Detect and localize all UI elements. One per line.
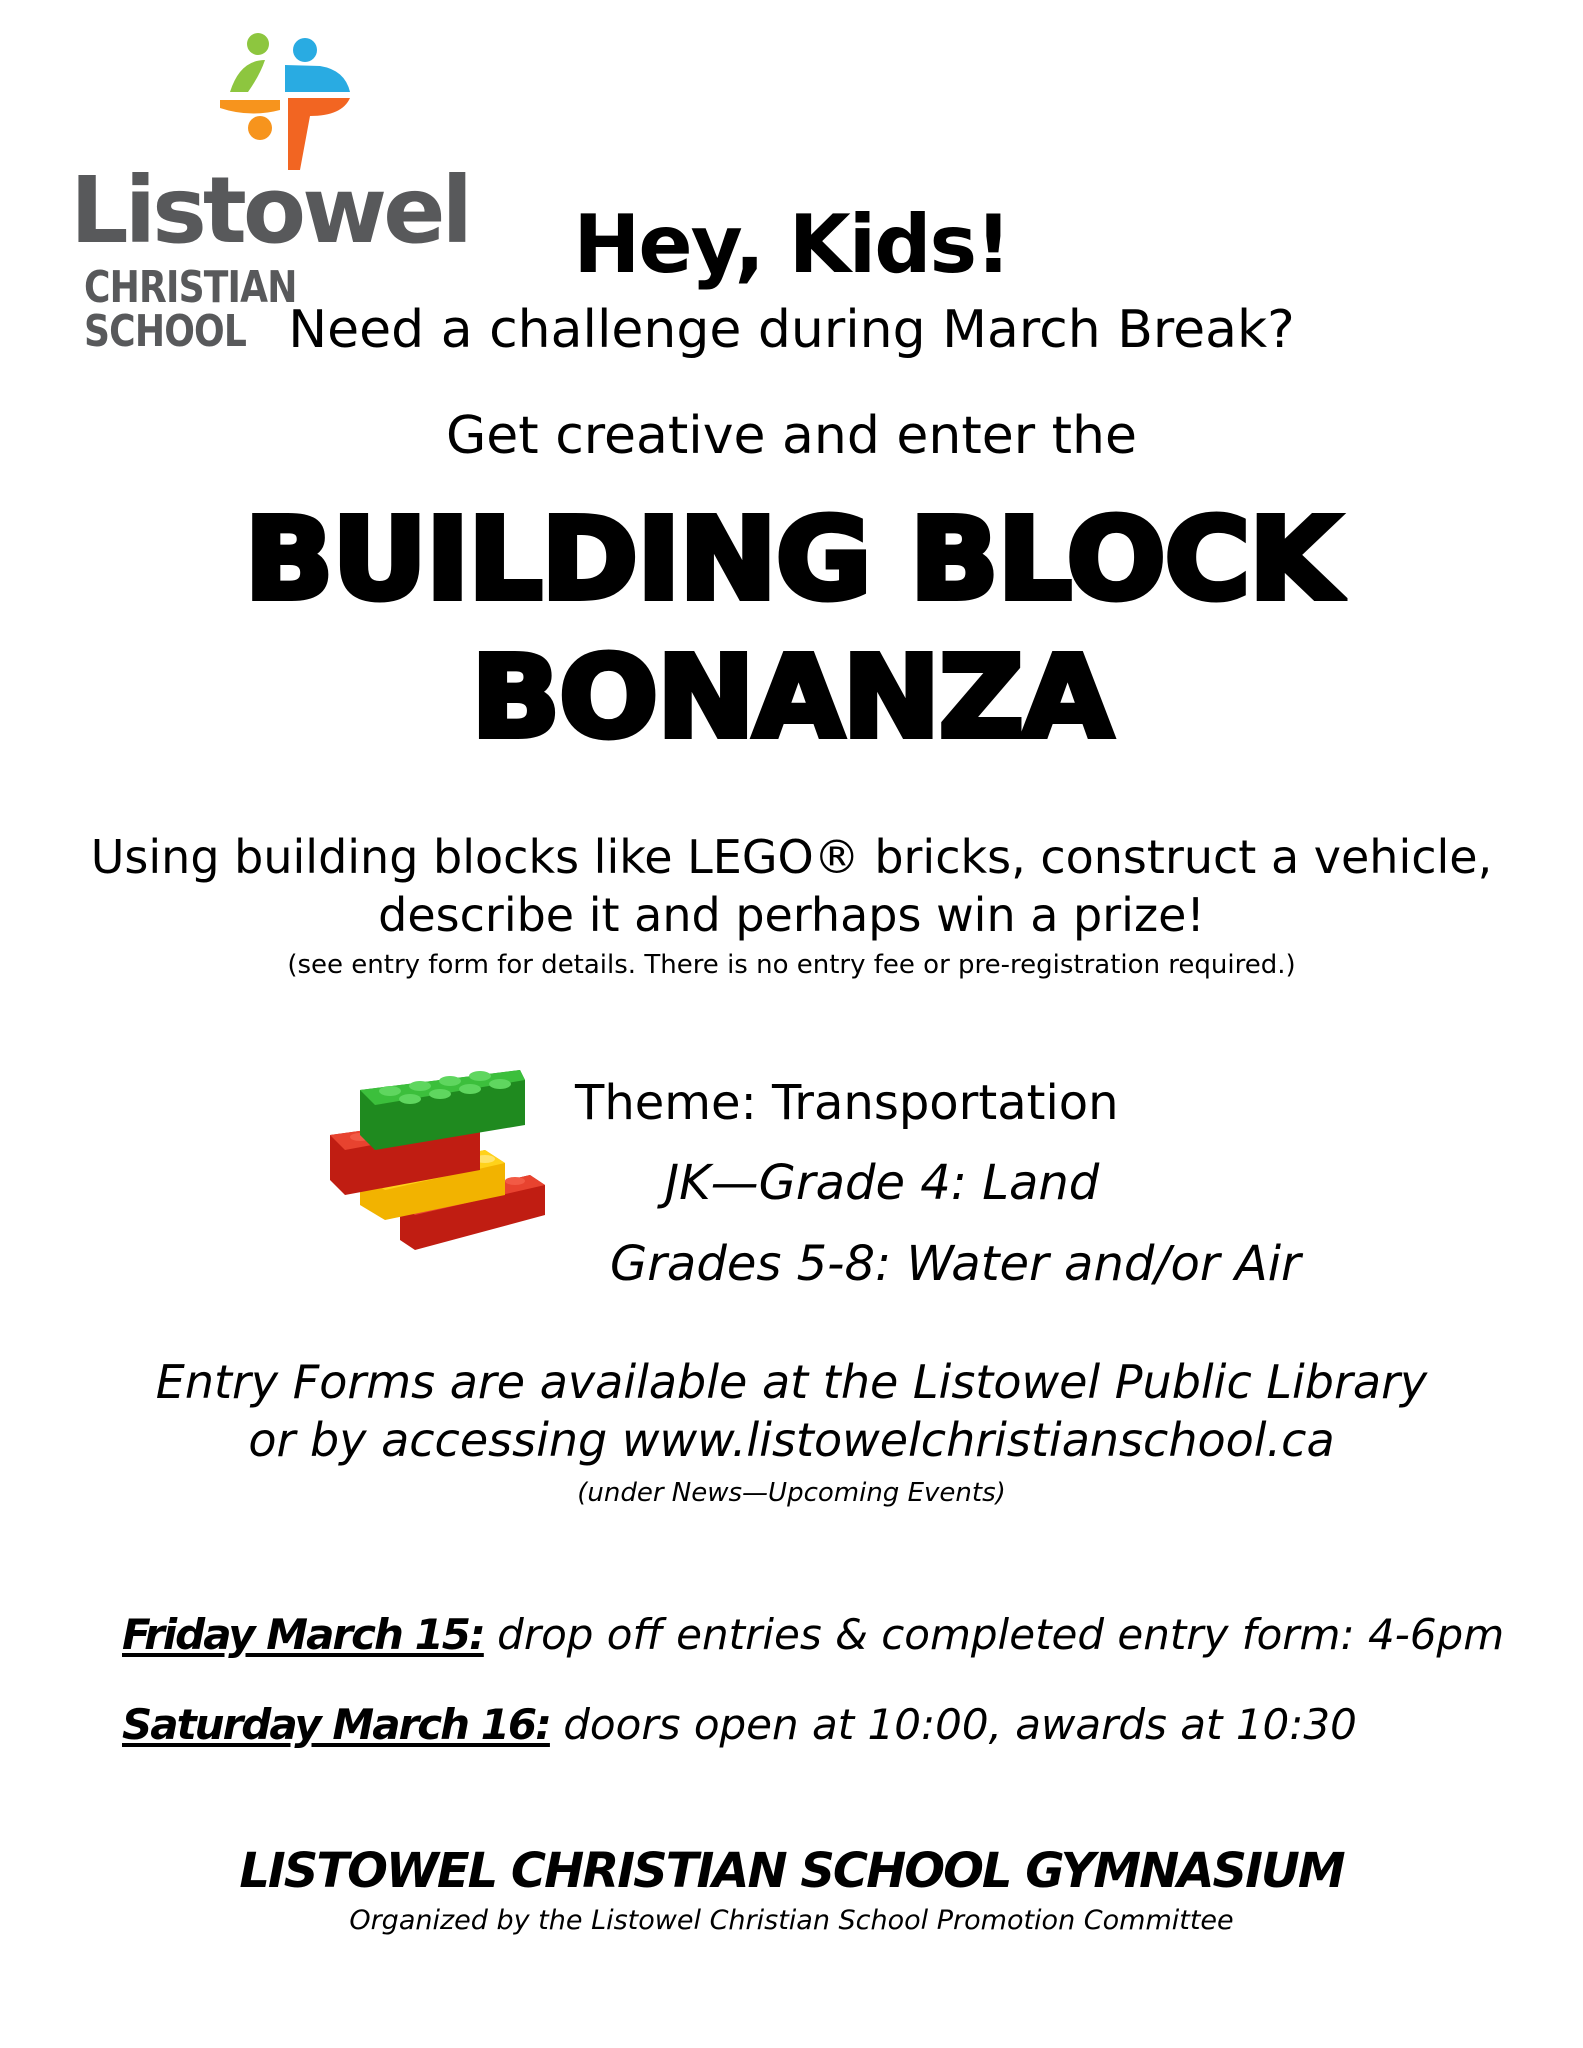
entry-forms-line-1: Entry Forms are available at the Listowel Public Library: [155, 1355, 1428, 1409]
intro-text: Get creative and enter the: [446, 406, 1137, 466]
logo-figures-icon: [210, 30, 360, 175]
schedule-date: Friday March 15:: [122, 1610, 484, 1659]
schedule-item-saturday: [122, 1700, 1357, 1749]
schedule-date: Saturday March 16:: [122, 1700, 550, 1749]
grade-category-water-air: Grades 5-8: Water and/or Air: [610, 1236, 1301, 1292]
event-title-line-1: BUILDING BLOCK: [244, 495, 1339, 625]
schedule-detail: doors open at 10:00, awards at 10:30: [549, 1700, 1357, 1749]
tagline: Need a challenge during March Break?: [288, 300, 1295, 360]
schedule-detail: drop off entries & completed entry form: 4-6pm: [483, 1610, 1505, 1659]
description-note: (see entry form for details. There is no entry fee or pre-registration required.): [287, 950, 1296, 980]
lego-bricks-icon: [330, 1055, 555, 1250]
headline: Hey, Kids!: [573, 198, 1010, 291]
organizer-credit: Organized by the Listowel Christian School Promotion Committee: [349, 1905, 1234, 1936]
theme-label: Theme: Transportation: [575, 1075, 1119, 1131]
logo-wordmark: Listowel: [70, 157, 470, 264]
grade-category-land: JK—Grade 4: Land: [665, 1155, 1100, 1211]
description-line-1: Using building blocks like LEGO® bricks, construct a vehicle,: [90, 830, 1493, 884]
logo-subtitle: CHRISTIAN SCHOOL: [84, 262, 297, 357]
venue: LISTOWEL CHRISTIAN SCHOOL GYMNASIUM: [239, 1843, 1344, 1899]
schedule-item-friday: [122, 1610, 1504, 1659]
entry-forms-note: (under News—Upcoming Events): [577, 1478, 1006, 1508]
description-line-2: describe it and perhaps win a prize!: [378, 888, 1205, 942]
event-title-line-2: BONANZA: [471, 633, 1112, 763]
entry-forms-line-2: or by accessing www.listowelchristianschool.ca: [248, 1413, 1335, 1467]
